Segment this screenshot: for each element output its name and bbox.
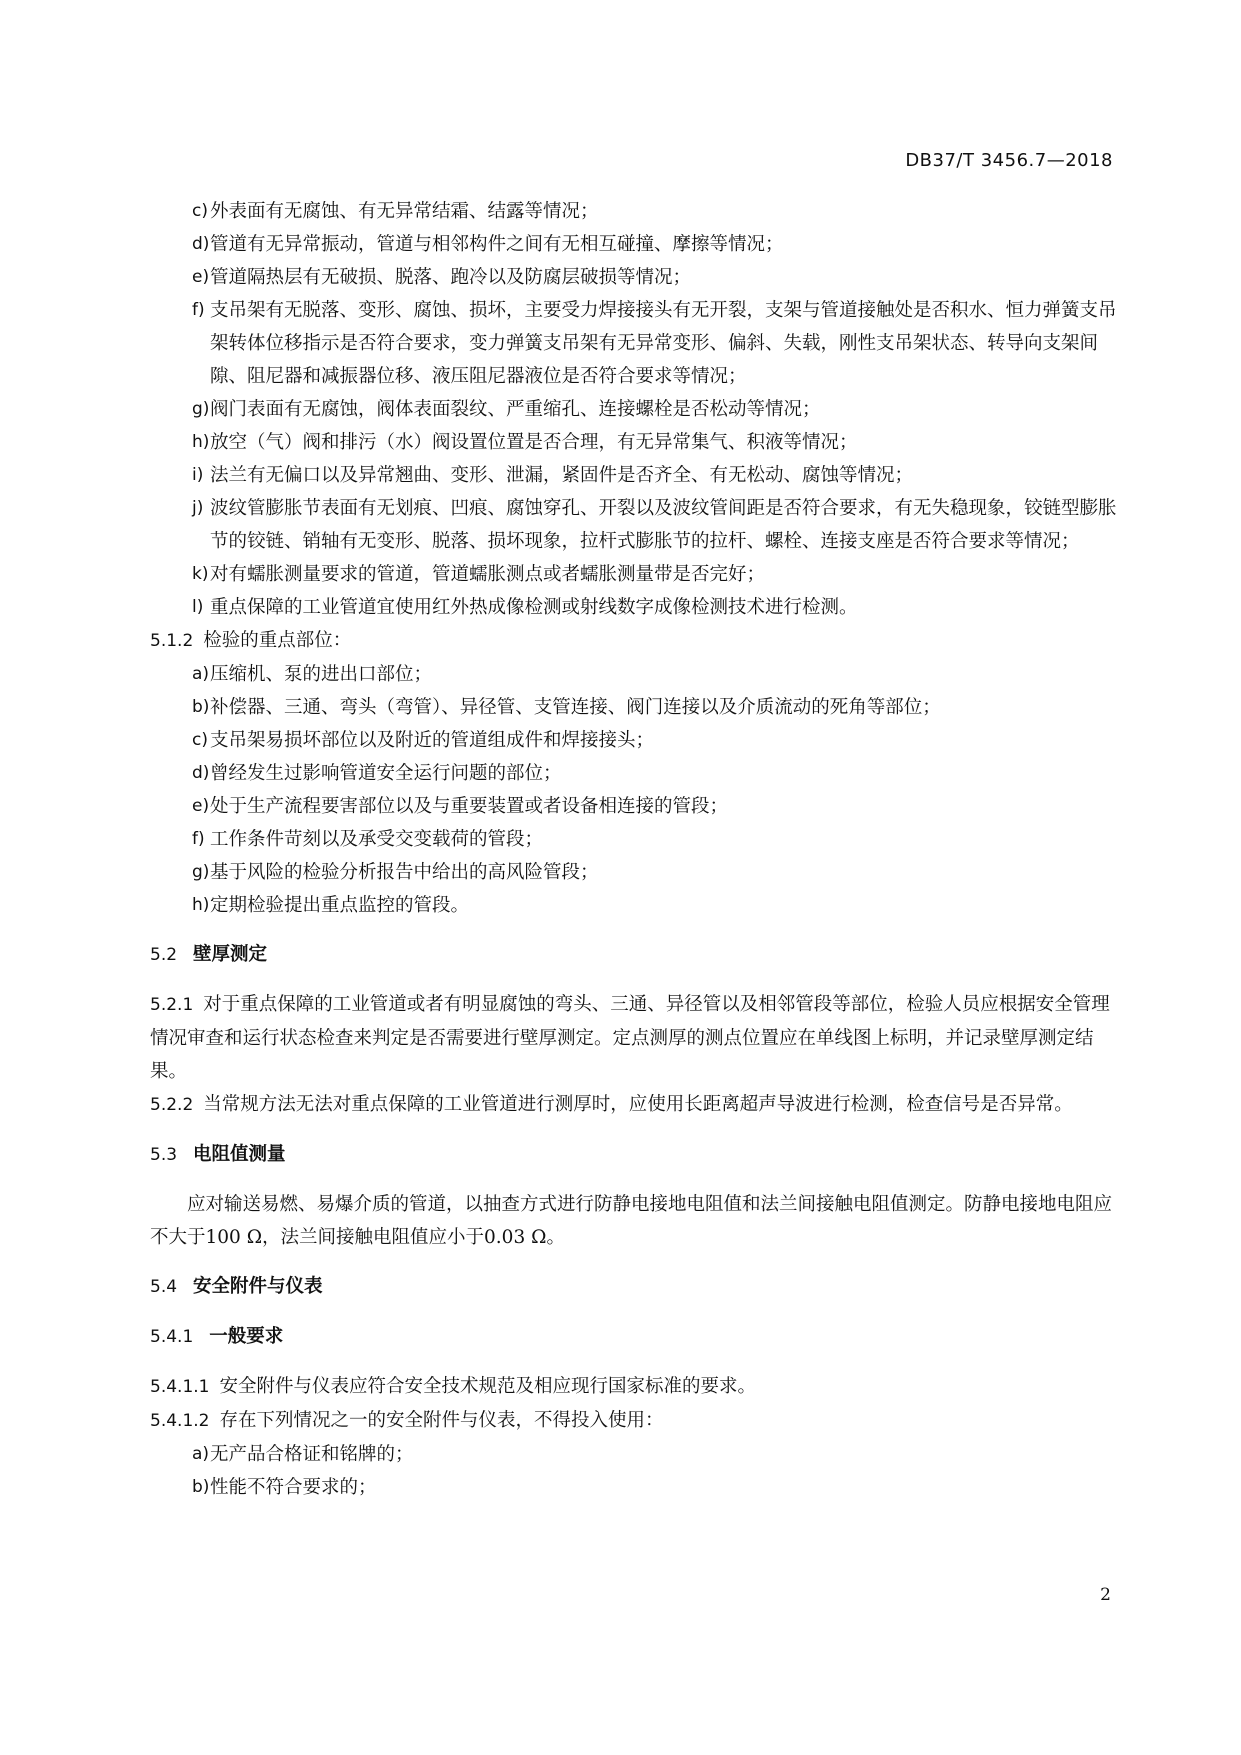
- list-item: c) 外表面有无腐蚀、有无异常结霜、结露等情况；: [192, 201, 599, 222]
- list-item: j) 波纹管膨胀节表面有无划痕、凹痕、腐蚀穿孔、开裂以及波纹管间距是否符合要求，有无失稳现象，铰链型膨胀节的铰链、销轴有无变形、脱落、损坏现象，拉杆式膨胀节的拉杆、螺栓、连接支座是否符合要求等情况；: [192, 498, 1117, 552]
- page-number: 2: [1100, 1585, 1111, 1605]
- clause-5-4-1-1: 5.4.1.1 安全附件与仪表应符合安全技术规范及相应现行国家标准的要求。: [150, 1376, 756, 1397]
- list-item: i) 法兰有无偏口以及异常翘曲、变形、泄漏，紧固件是否齐全、有无松动、腐蚀等情况；: [192, 465, 914, 486]
- list-item: b) 性能不符合要求的；: [192, 1477, 377, 1498]
- list-item: h) 放空（气）阀和排污（水）阀设置位置是否合理，有无异常集气、积液等情况；: [192, 432, 858, 453]
- clause-5-2-2: 5.2.2 当常规方法无法对重点保障的工业管道进行测厚时，应使用长距离超声导波进行检测，检查信号是否异常。: [150, 1094, 1073, 1115]
- list-item: e) 管道隔热层有无破损、脱落、跑冷以及防腐层破损等情况；: [192, 267, 692, 288]
- section-heading-5-4-1: 5.4.1 一般要求: [150, 1326, 284, 1347]
- clause-5-1-2: 5.1.2 检验的重点部位：: [150, 630, 352, 651]
- section-heading-5-4: 5.4 安全附件与仪表: [150, 1276, 323, 1297]
- list-item: d) 曾经发生过影响管道安全运行问题的部位；: [192, 763, 562, 784]
- paragraph-5-3: 应对输送易燃、易爆介质的管道，以抽查方式进行防静电接地电阻值和法兰间接触电阻值测定。防静电接地电阻应不大于100 Ω，法兰间接触电阻值应小于0.03 Ω。: [150, 1194, 1113, 1248]
- clause-5-2-1: 5.2.1 对于重点保障的工业管道或者有明显腐蚀的弯头、三通、异径管以及相邻管段等部位，检验人员应根据安全管理情况审查和运行状态检查来判定是否需要进行壁厚测定。定点测厚的测点位置应在单线图上标明，并记录壁厚测定结果。: [150, 994, 1110, 1082]
- list-item: f) 支吊架有无脱落、变形、腐蚀、损坏，主要受力焊接接头有无开裂，支架与管道接触处是否积水、恒力弹簧支吊架转体位移指示是否符合要求，变力弹簧支吊架有无异常变形、偏斜、失载，刚性支吊架状态、转导向支架间隙、阻尼器和减振器位移、液压阻尼器液位是否符合要求等情况；: [192, 300, 1117, 387]
- list-item: c) 支吊架易损坏部位以及附近的管道组成件和焊接接头；: [192, 730, 655, 751]
- inspection-list: [150, 195, 1120, 624]
- list-item: a) 压缩机、泵的进出口部位；: [192, 664, 433, 685]
- list-item: d) 管道有无异常振动，管道与相邻构件之间有无相互碰撞、摩擦等情况；: [192, 234, 784, 255]
- page-content: [150, 195, 1120, 1504]
- list-item: a) 无产品合格证和铭牌的；: [192, 1444, 414, 1465]
- list-item: l) 重点保障的工业管道宜使用红外热成像检测或射线数字成像检测技术进行检测。: [192, 597, 858, 618]
- list-item: e) 处于生产流程要害部位以及与重要装置或者设备相连接的管段；: [192, 796, 729, 817]
- list-item: g) 阀门表面有无腐蚀，阀体表面裂纹、严重缩孔、连接螺栓是否松动等情况；: [192, 399, 821, 420]
- list-item: b) 补偿器、三通、弯头（弯管）、异径管、支管连接、阀门连接以及介质流动的死角等部位；: [192, 697, 941, 718]
- standard-code: DB37/T 3456.7—2018: [905, 150, 1113, 171]
- clause-5-4-1-2: 5.4.1.2 存在下列情况之一的安全附件与仪表，不得投入使用：: [150, 1410, 664, 1431]
- key-parts-list: [150, 658, 1120, 922]
- list-item: g) 基于风险的检验分析报告中给出的高风险管段；: [192, 862, 599, 883]
- section-heading-5-2: 5.2 壁厚测定: [150, 944, 268, 965]
- condition-list: [150, 1438, 1120, 1504]
- list-item: k) 对有蠕胀测量要求的管道，管道蠕胀测点或者蠕胀测量带是否完好；: [192, 564, 766, 585]
- list-item: f) 工作条件苛刻以及承受交变载荷的管段；: [192, 829, 544, 850]
- list-item: h) 定期检验提出重点监控的管段。: [192, 895, 470, 916]
- section-heading-5-3: 5.3 电阻值测量: [150, 1144, 286, 1165]
